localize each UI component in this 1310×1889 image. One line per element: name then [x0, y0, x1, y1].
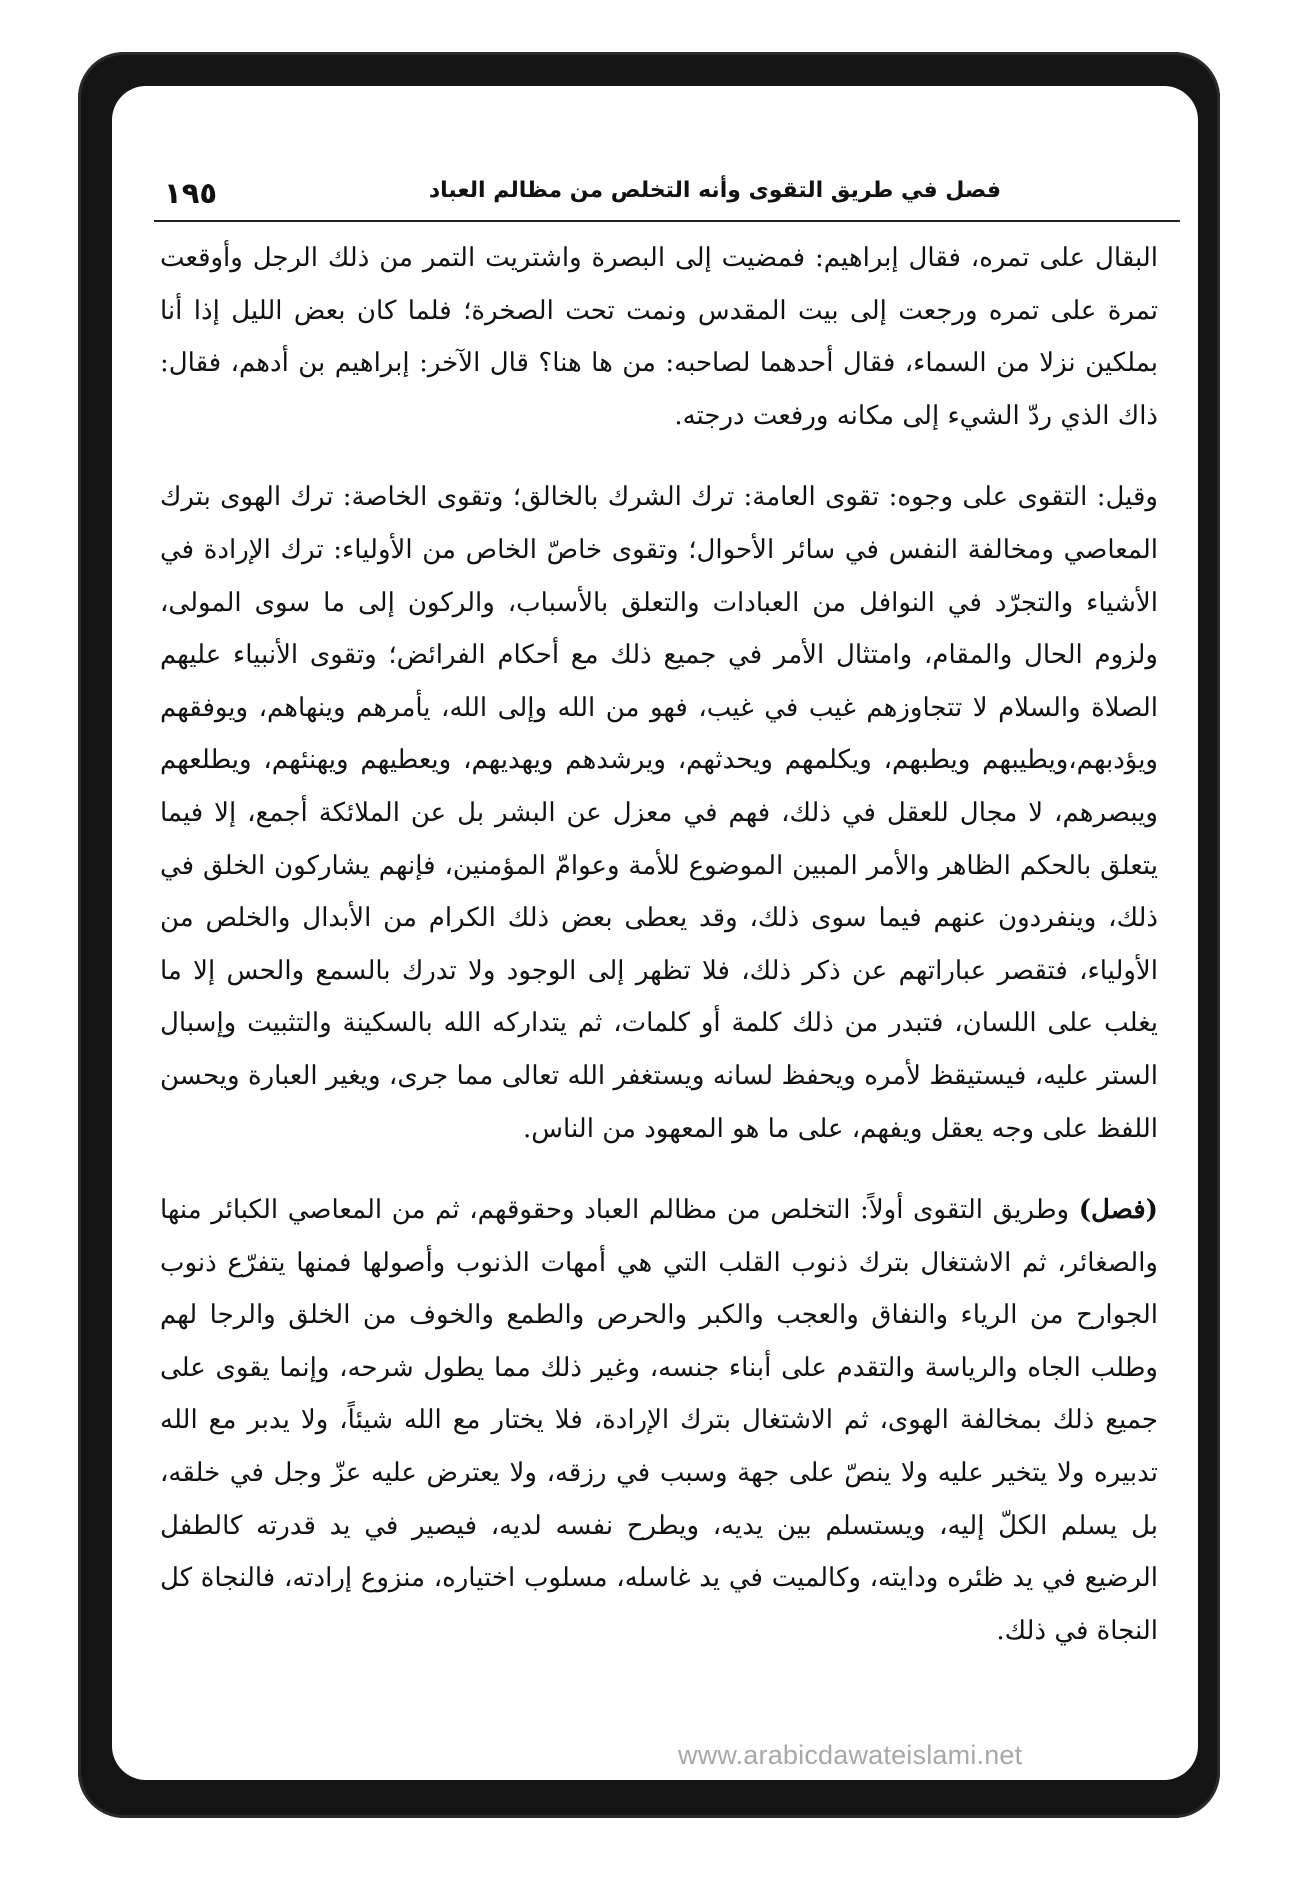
page-number: ١٩٥ — [164, 176, 218, 210]
page-header — [154, 170, 1136, 220]
paragraph-1: البقال على تمره، فقال إبراهيم: فمضيت إلى البصرة واشتريت التمر من ذلك الرجل وأوقعت تمرة على تمره ورجعت إلى بيت المقدس ونمت تحت الصخرة؛ فلما كان بعض الليل إذا أنا بملكين نزلا من السماء، فقال أحدهما لصاحبه: من ها هنا؟ قال الآخر: إبراهيم بن أدهم، فقال: ذاك الذي ردّ الشيء إلى مكانه ورفعت درجته. — [160, 243, 1158, 431]
paragraph-3-text: وطريق التقوى أولاً: التخلص من مظالم العباد وحقوقهم، ثم من المعاصي الكبائر منها والصغائر، ثم الاشتغال بترك ذنوب القلب التي هي أمهات الذنوب وأصولها فمنها يتفرّع ذنوب الجوارح من الرياء والنفاق والعجب والكبر والحرص والطمع والخوف من الخلق والرجا لهم وطلب الجاه والرياسة والتقدم على أبناء جنسه، وغير ذلك مما يطول شرحه، وإنما يقوى على جميع ذلك بمخالفة الهوى، ثم الاشتغال بترك الإرادة، فلا يختار مع الله شيئاً، ولا يدبر مع الله تدبيره ولا يتخير عليه ولا ينصّ على جهة وسبب في رزقه، ولا يعترض عليه عزّ وجل في خلقه، بل يسلم الكلّ إليه، ويستسلم بين يديه، ويطرح نفسه لديه، فيصير في يد قدرته كالطفل الرضيع في يد ظئره ودايته، وكالميت في يد غاسله، مسلوب اختياره، منزوع إرادته، فالنجاة كل النجاة في ذلك. — [160, 1195, 1158, 1646]
paragraph-3 — [160, 1184, 1158, 1657]
section-label: (فصل) — [1078, 1195, 1158, 1226]
watermark: www.arabicdawateislami.net — [678, 1740, 1023, 1770]
running-title: فصل في طريق التقوى وأنه التخلص من مظالم العباد — [428, 178, 1001, 203]
paragraph-2: وقيل: التقوى على وجوه: تقوى العامة: ترك الشرك بالخالق؛ وتقوى الخاصة: ترك الهوى بترك المعاصي ومخالفة النفس في سائر الأحوال؛ وتقوى خاصّ الخاص من الأولياء: ترك الإرادة في الأشياء والتجرّد في النوافل من العبادات والتعلق بالأسباب، والركون إلى ما سوى المولى، ولزوم الحال والمقام، وامتثال الأمر في جميع ذلك مع أحكام الفرائض؛ وتقوى الأنبياء عليهم الصلاة والسلام لا تتجاوزهم غيب في غيب، فهو من الله وإلى الله، يأمرهم وينهاهم، ويوفقهم ويؤدبهم،ويطيبهم ويطبهم، ويكلمهم ويحدثهم، ويرشدهم ويهديهم، ويعطيهم ويهنئهم، ويطلعهم ويبصرهم، لا مجال للعقل في ذلك، فهم في معزل عن البشر بل عن الملائكة أجمع، إلا فيما يتعلق بالحكم الظاهر والأمر المبين الموضوع للأمة وعوامّ المؤمنين، فإنهم يشاركون الخلق في ذلك، وينفردون عنهم فيما سوى ذلك، وقد يعطى بعض ذلك الكرام من الأبدال والخلص من الأولياء، فتقصر عباراتهم عن ذكر ذلك، فلا تظهر إلى الوجود ولا تدرك بالسمع والحس إلا ما يغلب على اللسان، فتبدر من ذلك كلمة أو كلمات، ثم يتداركه الله بالسكينة والتثبيت وإسبال الستر عليه، فيستيقظ لأمره ويحفظ لسانه ويستغفر الله تعالى مما جرى، ويغير العبارة ويحسن اللفظ على وجه يعقل ويفهم، على ما هو المعهود من الناس. — [160, 482, 1158, 1144]
paragraph-gap — [160, 442, 1158, 471]
page-body — [160, 232, 1158, 1657]
book-page — [112, 86, 1198, 1780]
header-rule — [154, 220, 1180, 222]
paragraph-gap — [160, 1155, 1158, 1184]
